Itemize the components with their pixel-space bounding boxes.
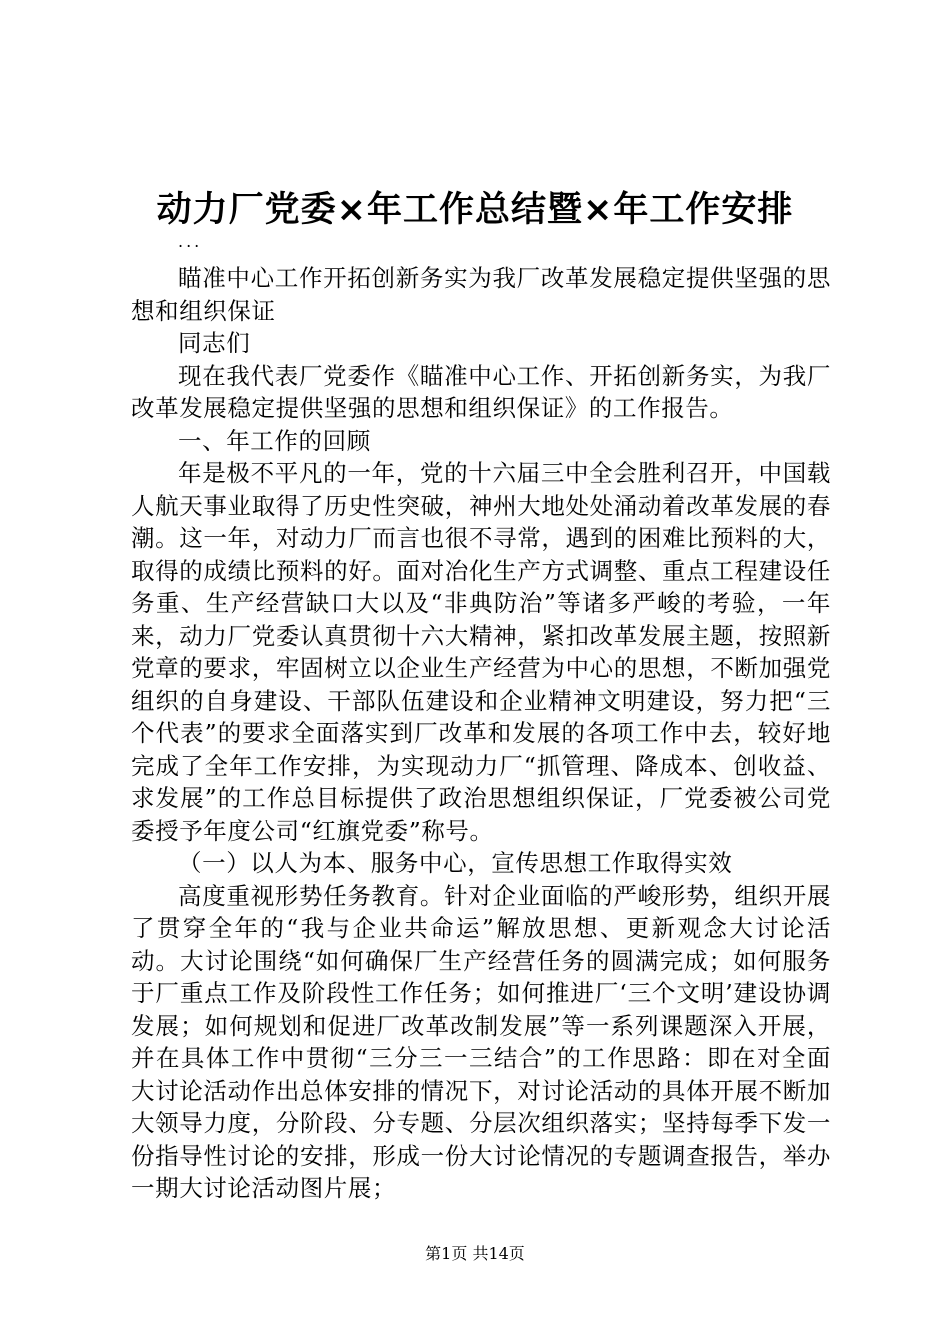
title-ellipsis: ...	[178, 232, 203, 251]
paragraph-salutation: 同志们	[178, 329, 251, 357]
paragraph-review: 年是极不平凡的一年，党的十六届三中全会胜利召开，中国载人航天事业取得了历史性突破，神州大地处处涌动着改革发展的春潮。这一年，对动力厂而言也很不寻常，遇到的困难比预料的大，取得的成绩比预料的好。面对冶化生产方式调整、重点工程建设任务重、生产经营缺口大以及“非典防治”等诸多严峻的考验，一年来，动力厂党委认真贯彻十六大精神，紧扣改革发展主题，按照新党章的要求，牢固树立以企业生产经营为中心的思想，不断加强党组织的自身建设、干部队伍建设和企业精神文明建设，努力把“三个代表”的要求全面落实到厂改革和发展的各项工作中去，较好地完成了全年工作安排，为实现动力厂“抓管理、降成本、创收益、求发展”的工作总目标提供了政治思想组织保证，厂党委被公司党委授予年度公司“红旗党委”称号。	[131, 459, 831, 845]
section-heading-review: 一、年工作的回顾	[178, 426, 371, 455]
paragraph-propaganda: 高度重视形势任务教育。针对企业面临的严峻形势，组织开展了贯穿全年的“我与企业共命运”解放思想、更新观念大讨论活动。大讨论围绕“如何确保厂生产经营任务的圆满完成；如何服务于厂重点工作及阶段性工作任务；如何推进厂‘三个文明’建设协调发展；如何规划和促进厂改革改制发展”等一系列课题深入开展，并在具体工作中贯彻“三分三一三结合”的工作思路：即在对全面大讨论活动作出总体安排的情况下，对讨论活动的具体开展不断加大领导力度，分阶段、分专题、分层次组织落实；坚持每季下发一份指导性讨论的安排，形成一份大讨论情况的专题调查报告，举办一期大讨论活动图片展；	[131, 881, 831, 1202]
document-title: 动力厂党委×年工作总结暨×年工作安排	[156, 190, 794, 230]
document-body	[131, 262, 831, 1205]
paragraph-subtitle: 瞄准中心工作开拓创新务实为我厂改革发展稳定提供坚强的思想和组织保证	[131, 264, 831, 325]
page-footer: 第1页 共14页	[425, 1244, 525, 1263]
paragraph-intro: 现在我代表厂党委作《瞄准中心工作、开拓创新务实，为我厂改革发展稳定提供坚强的思想和组织保证》的工作报告。	[131, 361, 831, 422]
subsection-heading-propaganda: （一）以人为本、服务中心，宣传思想工作取得实效	[178, 849, 733, 877]
